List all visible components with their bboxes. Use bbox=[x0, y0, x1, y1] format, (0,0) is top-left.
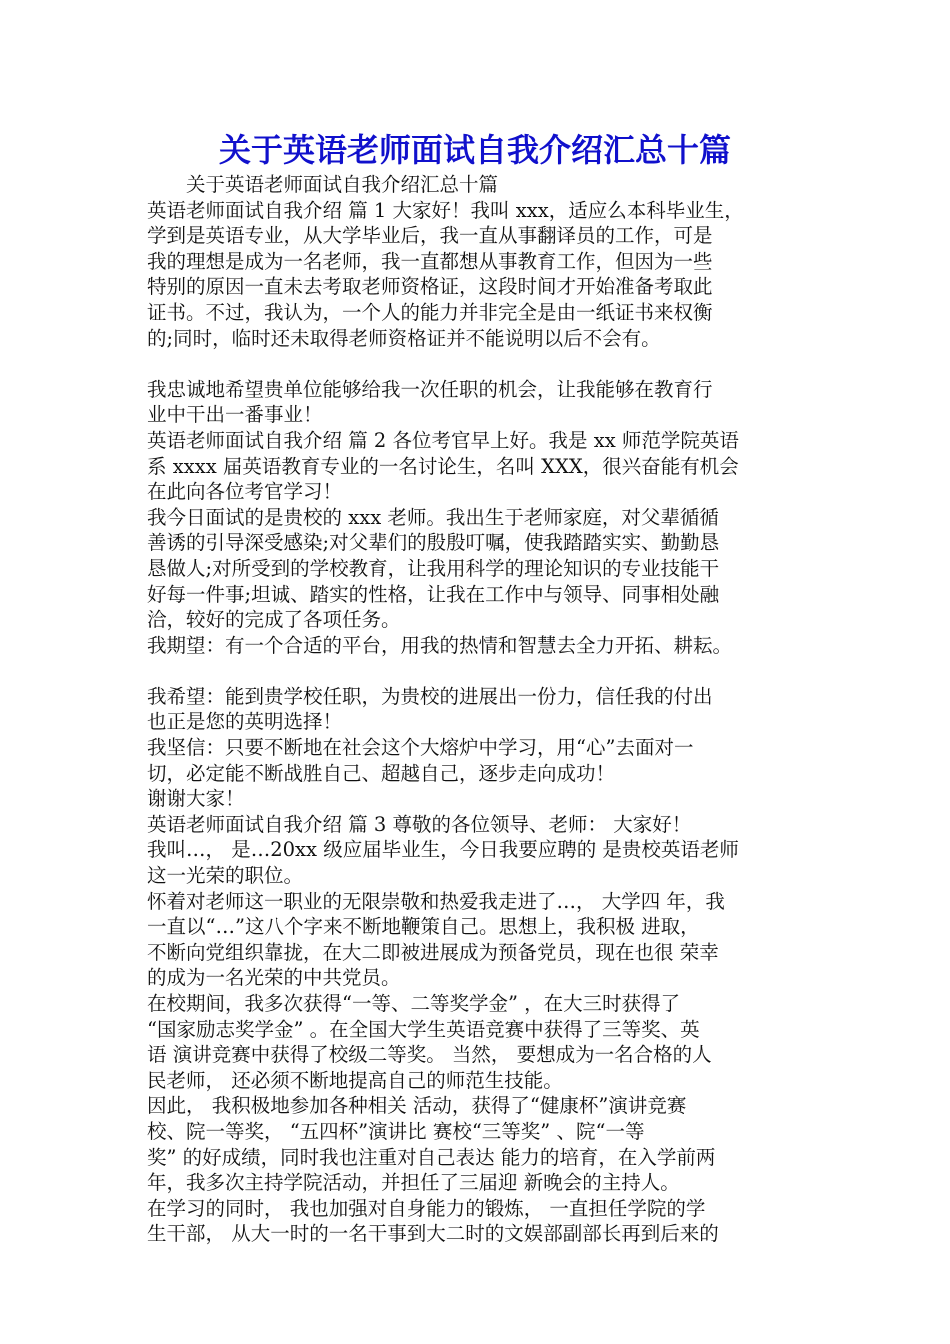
body-text-line: 因此， 我积极地参加各种相关 活动，获得了“健康杯”演讲竞赛 bbox=[147, 1094, 687, 1118]
body-text-line: 关于英语老师面试自我介绍汇总十篇 bbox=[147, 173, 499, 196]
body-text-line: 民老师， 还必须不断地提高自己的师范生技能。 bbox=[147, 1068, 563, 1092]
body-text-line: 英语老师面试自我介绍 篇 3 尊敬的各位领导、老师： 大家好！ bbox=[147, 812, 692, 836]
body-text-line: 一直以“…”这八个字来不断地鞭策自己。思想上，我积极 进取， bbox=[147, 915, 700, 939]
body-text-line: “国家励志奖学金” 。在全国大学生英语竞赛中获得了三等奖、英 bbox=[147, 1017, 700, 1041]
body-text-line: 证书。不过，我认为，一个人的能力并非完全是由一纸证书来权衡 bbox=[147, 300, 713, 324]
body-text-line: 英语老师面试自我介绍 篇 2 各位考官早上好。我是 xx 师范学院英语 bbox=[147, 428, 739, 452]
body-text-line: 切，必定能不断战胜自己、超越自己，逐步走向成功！ bbox=[147, 761, 616, 785]
body-text-line: 奖” 的好成绩，同时我也注重对自己表达 能力的培育，在入学前两 bbox=[147, 1145, 716, 1169]
body-text-line: 好每一件事;坦诚、踏实的性格，让我在工作中与领导、同事相处融 bbox=[147, 582, 720, 606]
body-text-line: 我叫…， 是…20xx 级应届毕业生，今日我要应聘的 是贵校英语老师 bbox=[147, 838, 739, 862]
body-text-line: 的;同时，临时还未取得老师资格证并不能说明以后不会有。 bbox=[147, 326, 661, 350]
body-text-line: 在校期间，我多次获得“一等、二等奖学金” ，在大三时获得了 bbox=[147, 992, 681, 1015]
body-text-line: 善诱的引导深受感染;对父辈们的殷殷叮嘱，使我踏踏实实、勤勤恳 bbox=[147, 531, 720, 555]
body-text-line: 怀着对老师这一职业的无限崇敬和热爱我走进了…， 大学四 年，我 bbox=[147, 889, 725, 913]
body-text-line: 恳做人;对所受到的学校教育，让我用科学的理论知识的专业技能干 bbox=[147, 556, 720, 580]
body-text-line: 生干部， 从大一时的一名干事到大二时的文娱部副部长再到后来的 bbox=[147, 1222, 719, 1246]
body-text-line: 在学习的同时， 我也加强对自身能力的锻炼， 一直担任学院的学 bbox=[147, 1196, 706, 1220]
body-text-line: 系 xxxx 届英语教育专业的一名讨论生，名叫 XXX，很兴奋能有机会 bbox=[147, 454, 739, 478]
body-text-line: 学到是英语专业，从大学毕业后，我一直从事翻译员的工作，可是 bbox=[147, 224, 713, 248]
body-text-line: 我期望：有一个合适的平台，用我的热情和智慧去全力开拓、耕耘。 bbox=[147, 633, 733, 657]
blank-line bbox=[147, 658, 812, 684]
body-text-line: 在此向各位考官学习！ bbox=[147, 480, 343, 504]
blank-line bbox=[147, 351, 812, 377]
body-text-line: 的成为一名光荣的中共党员。 bbox=[147, 966, 401, 990]
body-text-line: 年，我多次主持学院活动，并担任了三届迎 新晚会的主持人。 bbox=[147, 1171, 680, 1195]
body-text-line: 不断向党组织靠拢，在大二即被进展成为预备党员，现在也很 荣幸 bbox=[147, 940, 719, 964]
body-text-line: 校、院一等奖， “五四杯”演讲比 赛校“三等奖” 、院“一等 bbox=[147, 1119, 645, 1143]
document-title: 关于英语老师面试自我介绍汇总十篇 bbox=[218, 131, 731, 169]
body-text-line: 我坚信：只要不断地在社会这个大熔炉中学习，用“心”去面对一 bbox=[147, 736, 694, 760]
body-text-line: 我希望：能到贵学校任职，为贵校的进展出一份力，信任我的付出 bbox=[147, 684, 713, 708]
body-text-line: 我的理想是成为一名老师，我一直都想从事教育工作，但因为一些 bbox=[147, 249, 713, 273]
body-text-line: 也正是您的英明选择！ bbox=[147, 710, 343, 734]
body-text-line: 谢谢大家！ bbox=[147, 787, 245, 811]
body-text-line: 英语老师面试自我介绍 篇 1 大家好！我叫 xxx，适应么本科毕业生， bbox=[147, 198, 744, 222]
document-body bbox=[147, 172, 812, 1247]
body-text-line: 这一光荣的职位。 bbox=[147, 864, 304, 888]
body-text-line: 洽，较好的完成了各项任务。 bbox=[147, 608, 401, 632]
body-text-line: 业中干出一番事业！ bbox=[147, 403, 323, 427]
body-text-line: 我今日面试的是贵校的 xxx 老师。我出生于老师家庭，对父辈循循 bbox=[147, 505, 719, 529]
body-text-line: 我忠诚地希望贵单位能够给我一次任职的机会，让我能够在教育行 bbox=[147, 377, 713, 401]
body-text-line: 特别的原因一直未去考取老师资格证，这段时间才开始准备考取此 bbox=[147, 275, 713, 299]
body-text-line: 语 演讲竞赛中获得了校级二等奖。 当然， 要想成为一名合格的人 bbox=[147, 1043, 712, 1067]
